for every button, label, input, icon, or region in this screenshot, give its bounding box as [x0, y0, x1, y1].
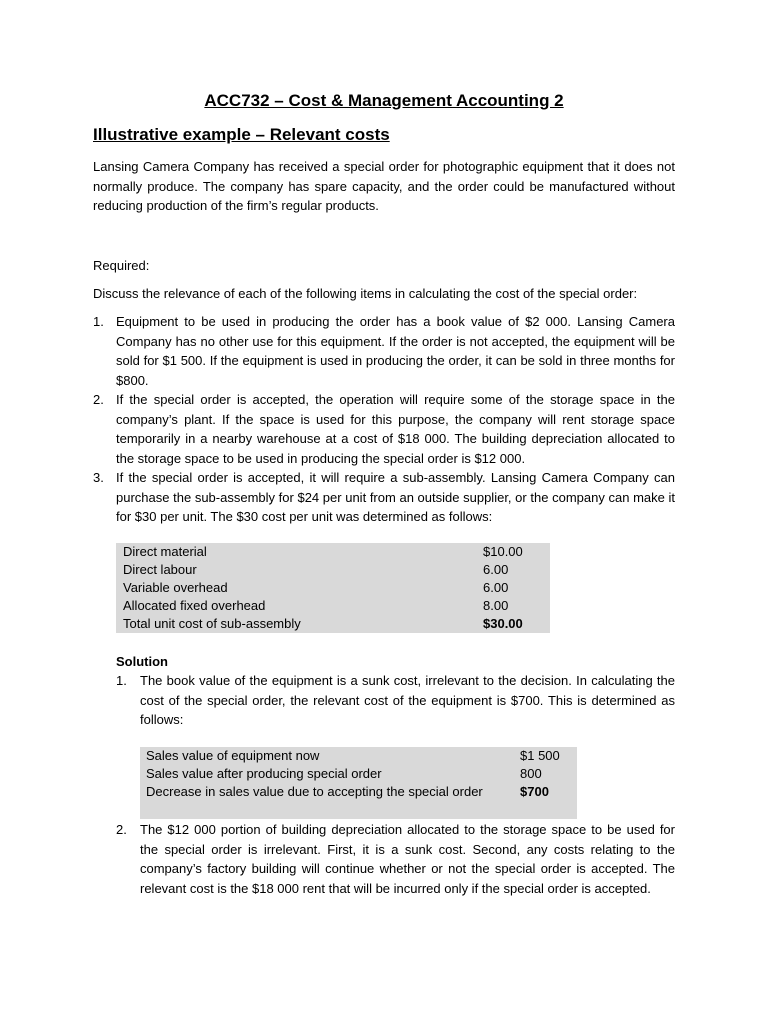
intro-paragraph: Lansing Camera Company has received a special order for photographic equipment that it does not normally produce. The company has spare capacity, and the order could be manufactured without reducing production of the firm’s regular products. [93, 159, 675, 213]
list-item [93, 468, 675, 527]
table-row-total [116, 615, 550, 633]
table-cell-label: Direct material [123, 544, 207, 559]
table-cell-value: $10.00 [483, 544, 523, 559]
list-item-text: If the special order is accepted, the operation will require some of the storage space in the company’s plant. If the space is used for this purpose, the company will rent storage space temporarily in a nearby warehouse at a cost of $18 000. The building depreciation allocated to the storage space to be used in producing the special order is $12 000. [116, 392, 675, 466]
table-cell-value: $1 500 [520, 748, 560, 763]
list-item-text: If the special order is accepted, it will require a sub-assembly. Lansing Camera Company can purchase the sub-assembly for $24 per unit from an outside supplier, or the company can make it for $30 per unit. The $30 cost per unit was determined as follows: [116, 470, 675, 524]
list-item-text: The $12 000 portion of building depreciation allocated to the storage space to be used for the special order is irrelevant. First, it is a sunk cost. Second, any costs relating to the company’s factory building will continue whether or not the special order is accepted. The relevant cost is the $18 000 rent that will be incurred only if the special order is accepted. [140, 822, 675, 896]
sub-assembly-cost-table [116, 543, 550, 633]
list-number: 1. [116, 673, 127, 688]
list-item [116, 671, 675, 730]
table-spacer-row [140, 801, 577, 819]
page-title: ACC732 – Cost & Management Accounting 2 [204, 91, 564, 110]
table-cell-total-value: $700 [520, 784, 549, 799]
solution-heading: Solution [116, 654, 168, 669]
table-spacer-cell [520, 801, 577, 819]
required-label: Required: [93, 258, 150, 273]
table-cell-total-value: $30.00 [483, 616, 523, 631]
discuss-instruction: Discuss the relevance of each of the following items in calculating the cost of the special order: [93, 286, 638, 301]
list-item [93, 390, 675, 468]
section-title: Illustrative example – Relevant costs [93, 125, 390, 144]
table-cell-value: 6.00 [483, 562, 509, 577]
table-row [116, 597, 550, 615]
table-cell-label: Sales value of equipment now [146, 748, 320, 763]
table-row [140, 765, 577, 783]
table-cell-label: Direct labour [123, 562, 197, 577]
table-row [140, 747, 577, 765]
equipment-value-table [140, 747, 577, 819]
list-number: 2. [116, 822, 127, 837]
table-cell-label: Total unit cost of sub-assembly [123, 616, 301, 631]
solution-list [116, 671, 675, 730]
table-cell-label: Decrease in sales value due to accepting the special order [146, 784, 483, 799]
list-item-text: Equipment to be used in producing the order has a book value of $2 000. Lansing Camera Company has no other use for this equipment. If the order is not accepted, the equipment will be sold for $1 500. If the equipment is used in producing the order, it can be sold in three months for $800. [116, 314, 675, 388]
table-spacer-cell [140, 801, 520, 819]
table-cell-value: 8.00 [483, 598, 509, 613]
table-cell-label: Variable overhead [123, 580, 228, 595]
list-item [93, 312, 675, 390]
question-list [93, 312, 675, 527]
list-item [116, 820, 675, 898]
list-item-text: The book value of the equipment is a sunk cost, irrelevant to the decision. In calculating the cost of the special order, the relevant cost of the equipment is $700. This is determined as follows: [140, 673, 675, 727]
list-number: 3. [93, 470, 104, 485]
table-cell-label: Sales value after producing special order [146, 766, 382, 781]
solution-list-continued [116, 820, 675, 898]
table-row-total [140, 783, 577, 801]
list-number: 2. [93, 392, 104, 407]
table-cell-value: 6.00 [483, 580, 509, 595]
table-row [116, 543, 550, 561]
table-cell-label: Allocated fixed overhead [123, 598, 266, 613]
table-row [116, 561, 550, 579]
list-number: 1. [93, 314, 104, 329]
table-cell-value: 800 [520, 766, 542, 781]
table-row [116, 579, 550, 597]
